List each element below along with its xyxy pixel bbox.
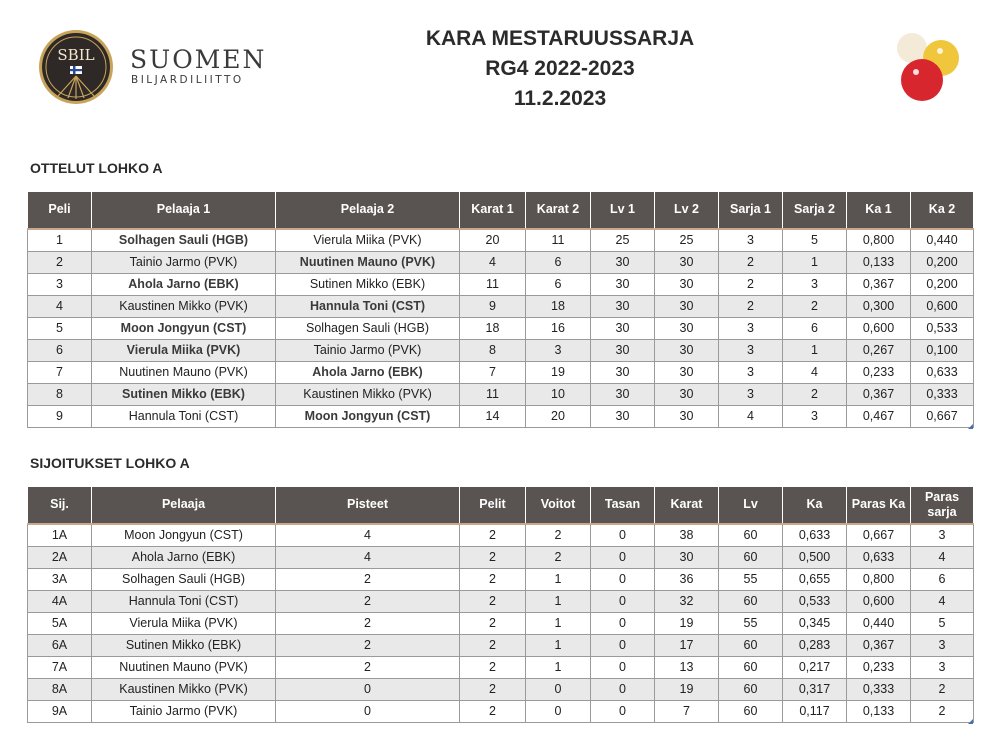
cell-sij: 8A [28, 678, 92, 700]
cell-lv2: 25 [655, 229, 719, 252]
cell-lv1: 30 [591, 339, 655, 361]
cell-paras-ka: 0,600 [847, 590, 911, 612]
cell-ka1: 0,367 [847, 383, 911, 405]
cell-pelaaja: Tainio Jarmo (PVK) [92, 700, 276, 722]
standings-table [27, 486, 974, 723]
cell-pelaaja: Ahola Jarno (EBK) [92, 546, 276, 568]
table-row [28, 546, 974, 568]
column-header: Sij. [28, 487, 92, 524]
cell-s2: 1 [783, 339, 847, 361]
cell-pisteet: 2 [276, 590, 460, 612]
column-header: Lv 1 [591, 192, 655, 229]
table-row [28, 229, 974, 252]
cell-s1: 2 [719, 251, 783, 273]
table-row [28, 678, 974, 700]
cell-karat: 17 [655, 634, 719, 656]
cell-k1: 11 [460, 273, 526, 295]
cell-p2: Tainio Jarmo (PVK) [276, 339, 460, 361]
billiard-balls-icon [892, 30, 964, 106]
cell-ka: 0,217 [783, 656, 847, 678]
cell-pisteet: 2 [276, 634, 460, 656]
cell-paras-ka: 0,440 [847, 612, 911, 634]
cell-lv: 60 [719, 524, 783, 547]
cell-p1: Ahola Jarno (EBK) [92, 273, 276, 295]
table-row [28, 612, 974, 634]
cell-p1: Tainio Jarmo (PVK) [92, 251, 276, 273]
cell-voitot: 0 [526, 700, 591, 722]
table-row [28, 383, 974, 405]
cell-ka: 0,117 [783, 700, 847, 722]
cell-k2: 6 [526, 273, 591, 295]
cell-pelaaja: Sutinen Mikko (EBK) [92, 634, 276, 656]
column-header: Lv [719, 487, 783, 524]
cell-ka1: 0,600 [847, 317, 911, 339]
cell-karat: 38 [655, 524, 719, 547]
cell-s2: 6 [783, 317, 847, 339]
cell-karat: 30 [655, 546, 719, 568]
cell-voitot: 1 [526, 568, 591, 590]
cell-pelaaja: Hannula Toni (CST) [92, 590, 276, 612]
cell-ka1: 0,133 [847, 251, 911, 273]
cell-paras-ka: 0,233 [847, 656, 911, 678]
column-header: Pelaaja 1 [92, 192, 276, 229]
sbil-logo [38, 28, 288, 108]
cell-paras-ka: 0,667 [847, 524, 911, 547]
cell-peli: 7 [28, 361, 92, 383]
cell-ka2: 0,200 [911, 273, 974, 295]
cell-lv1: 25 [591, 229, 655, 252]
cell-sij: 1A [28, 524, 92, 547]
cell-s1: 3 [719, 361, 783, 383]
cell-k2: 11 [526, 229, 591, 252]
cell-paras-ka: 0,367 [847, 634, 911, 656]
cell-lv: 60 [719, 678, 783, 700]
cell-voitot: 0 [526, 678, 591, 700]
cell-ka: 0,500 [783, 546, 847, 568]
cell-pelit: 2 [460, 546, 526, 568]
cell-k2: 19 [526, 361, 591, 383]
column-header: Sarja 2 [783, 192, 847, 229]
cell-s2: 4 [783, 361, 847, 383]
cell-k2: 10 [526, 383, 591, 405]
table-row [28, 361, 974, 383]
cell-tasan: 0 [591, 700, 655, 722]
cell-paras-ka: 0,133 [847, 700, 911, 722]
cell-lv2: 30 [655, 251, 719, 273]
cell-p1: Solhagen Sauli (HGB) [92, 229, 276, 252]
cell-p1: Moon Jongyun (CST) [92, 317, 276, 339]
cell-ka: 0,345 [783, 612, 847, 634]
cell-paras-sarja: 3 [911, 634, 974, 656]
cell-lv2: 30 [655, 295, 719, 317]
column-header: Karat 2 [526, 192, 591, 229]
cell-pelaaja: Kaustinen Mikko (PVK) [92, 678, 276, 700]
column-header: Karat 1 [460, 192, 526, 229]
cell-p1: Vierula Miika (PVK) [92, 339, 276, 361]
table-row [28, 700, 974, 722]
table-row [28, 568, 974, 590]
table-row [28, 524, 974, 547]
cell-lv2: 30 [655, 405, 719, 427]
cell-lv: 60 [719, 656, 783, 678]
column-header: Pisteet [276, 487, 460, 524]
cell-lv: 60 [719, 700, 783, 722]
cell-paras-sarja: 4 [911, 590, 974, 612]
cell-s1: 3 [719, 339, 783, 361]
cell-k1: 9 [460, 295, 526, 317]
column-header: Pelaaja [92, 487, 276, 524]
cell-k2: 18 [526, 295, 591, 317]
cell-k2: 3 [526, 339, 591, 361]
cell-pelit: 2 [460, 590, 526, 612]
matches-table [27, 191, 974, 428]
cell-voitot: 2 [526, 524, 591, 547]
cell-s1: 2 [719, 273, 783, 295]
cell-tasan: 0 [591, 524, 655, 547]
cell-paras-ka: 0,333 [847, 678, 911, 700]
cell-paras-sarja: 6 [911, 568, 974, 590]
table-corner-marker [968, 719, 973, 724]
cell-s2: 3 [783, 273, 847, 295]
table-row [28, 590, 974, 612]
cell-tasan: 0 [591, 634, 655, 656]
cell-lv1: 30 [591, 273, 655, 295]
cell-pelit: 2 [460, 678, 526, 700]
matches-section-title: OTTELUT LOHKO A [30, 160, 163, 176]
column-header: Pelaaja 2 [276, 192, 460, 229]
title-line3: 11.2.2023 [513, 87, 607, 110]
cell-ka1: 0,800 [847, 229, 911, 252]
cell-ka2: 0,333 [911, 383, 974, 405]
cell-peli: 2 [28, 251, 92, 273]
column-header: Paras sarja [911, 487, 974, 524]
cell-k2: 20 [526, 405, 591, 427]
cell-lv: 60 [719, 590, 783, 612]
cell-ka: 0,633 [783, 524, 847, 547]
table-row [28, 273, 974, 295]
cell-k1: 11 [460, 383, 526, 405]
column-header: Ka 1 [847, 192, 911, 229]
cell-lv2: 30 [655, 383, 719, 405]
cell-k1: 8 [460, 339, 526, 361]
cell-pelit: 2 [460, 568, 526, 590]
cell-pisteet: 2 [276, 612, 460, 634]
cell-k1: 20 [460, 229, 526, 252]
cell-s2: 1 [783, 251, 847, 273]
cell-s2: 5 [783, 229, 847, 252]
cell-karat: 36 [655, 568, 719, 590]
cell-peli: 1 [28, 229, 92, 252]
cell-sij: 9A [28, 700, 92, 722]
table-row [28, 656, 974, 678]
cell-ka2: 0,533 [911, 317, 974, 339]
cell-paras-sarja: 2 [911, 678, 974, 700]
cell-k1: 18 [460, 317, 526, 339]
cell-lv1: 30 [591, 405, 655, 427]
column-header: Pelit [460, 487, 526, 524]
cell-lv2: 30 [655, 317, 719, 339]
cell-pisteet: 4 [276, 524, 460, 547]
cell-voitot: 1 [526, 590, 591, 612]
cell-paras-sarja: 2 [911, 700, 974, 722]
cell-lv2: 30 [655, 361, 719, 383]
cell-paras-ka: 0,633 [847, 546, 911, 568]
logo-abbrev: SBIL [57, 46, 95, 64]
cell-s2: 3 [783, 405, 847, 427]
cell-s1: 3 [719, 317, 783, 339]
standings-section-title: SIJOITUKSET LOHKO A [30, 455, 190, 471]
cell-karat: 19 [655, 612, 719, 634]
table-corner-marker [968, 424, 973, 429]
cell-ka2: 0,100 [911, 339, 974, 361]
cell-peli: 5 [28, 317, 92, 339]
page-title [300, 24, 820, 114]
cell-p2: Moon Jongyun (CST) [276, 405, 460, 427]
column-header: Lv 2 [655, 192, 719, 229]
cell-ka: 0,283 [783, 634, 847, 656]
cell-lv1: 30 [591, 295, 655, 317]
cell-lv2: 30 [655, 339, 719, 361]
cell-s2: 2 [783, 383, 847, 405]
cell-sij: 6A [28, 634, 92, 656]
column-header: Sarja 1 [719, 192, 783, 229]
column-header: Ka [783, 487, 847, 524]
table-row [28, 317, 974, 339]
cell-p2: Ahola Jarno (EBK) [276, 361, 460, 383]
cell-pisteet: 0 [276, 700, 460, 722]
cell-paras-ka: 0,800 [847, 568, 911, 590]
cell-ka: 0,655 [783, 568, 847, 590]
table-row [28, 339, 974, 361]
cell-pisteet: 0 [276, 678, 460, 700]
cell-ka1: 0,300 [847, 295, 911, 317]
standings-body [28, 524, 974, 723]
cell-sij: 5A [28, 612, 92, 634]
cell-peli: 4 [28, 295, 92, 317]
cell-pisteet: 4 [276, 546, 460, 568]
column-header: Paras Ka [847, 487, 911, 524]
cell-karat: 7 [655, 700, 719, 722]
cell-k1: 7 [460, 361, 526, 383]
cell-lv1: 30 [591, 317, 655, 339]
cell-voitot: 2 [526, 546, 591, 568]
cell-lv1: 30 [591, 361, 655, 383]
sbil-logo-graphic [38, 28, 288, 108]
cell-voitot: 1 [526, 634, 591, 656]
cell-peli: 8 [28, 383, 92, 405]
cell-p2: Solhagen Sauli (HGB) [276, 317, 460, 339]
cell-k2: 16 [526, 317, 591, 339]
table-row [28, 634, 974, 656]
cell-p1: Kaustinen Mikko (PVK) [92, 295, 276, 317]
cell-voitot: 1 [526, 656, 591, 678]
cell-pisteet: 2 [276, 568, 460, 590]
cell-paras-sarja: 3 [911, 656, 974, 678]
cell-lv1: 30 [591, 383, 655, 405]
cell-s1: 4 [719, 405, 783, 427]
cell-s1: 3 [719, 229, 783, 252]
cell-pelit: 2 [460, 656, 526, 678]
standings-header-row [28, 487, 974, 524]
cell-tasan: 0 [591, 568, 655, 590]
cell-ka2: 0,667 [911, 405, 974, 427]
title-line2: RG4 2022-2023 [485, 57, 635, 80]
cell-k1: 4 [460, 251, 526, 273]
cell-p1: Sutinen Mikko (EBK) [92, 383, 276, 405]
cell-sij: 7A [28, 656, 92, 678]
table-row [28, 295, 974, 317]
cell-pelaaja: Moon Jongyun (CST) [92, 524, 276, 547]
cell-tasan: 0 [591, 546, 655, 568]
cell-karat: 19 [655, 678, 719, 700]
cell-tasan: 0 [591, 656, 655, 678]
cell-karat: 32 [655, 590, 719, 612]
cell-p2: Kaustinen Mikko (PVK) [276, 383, 460, 405]
cell-lv: 55 [719, 612, 783, 634]
cell-pelit: 2 [460, 524, 526, 547]
cell-lv2: 30 [655, 273, 719, 295]
cell-ka2: 0,200 [911, 251, 974, 273]
cell-lv1: 30 [591, 251, 655, 273]
matches-header-row [28, 192, 974, 229]
cell-sij: 3A [28, 568, 92, 590]
cell-k1: 14 [460, 405, 526, 427]
column-header: Karat [655, 487, 719, 524]
cell-paras-sarja: 5 [911, 612, 974, 634]
cell-pelit: 2 [460, 612, 526, 634]
cell-ka1: 0,367 [847, 273, 911, 295]
cell-pelit: 2 [460, 634, 526, 656]
cell-karat: 13 [655, 656, 719, 678]
cell-p2: Sutinen Mikko (EBK) [276, 273, 460, 295]
column-header: Ka 2 [911, 192, 974, 229]
cell-lv: 55 [719, 568, 783, 590]
cell-ka2: 0,600 [911, 295, 974, 317]
cell-pelaaja: Solhagen Sauli (HGB) [92, 568, 276, 590]
cell-paras-sarja: 3 [911, 524, 974, 547]
logo-name-line1: SUOMEN [130, 45, 267, 74]
cell-sij: 2A [28, 546, 92, 568]
title-line1: KARA MESTARUUSSARJA [425, 27, 695, 50]
cell-ka2: 0,440 [911, 229, 974, 252]
cell-k2: 6 [526, 251, 591, 273]
cell-s1: 3 [719, 383, 783, 405]
cell-pelaaja: Nuutinen Mauno (PVK) [92, 656, 276, 678]
cell-pisteet: 2 [276, 656, 460, 678]
cell-peli: 6 [28, 339, 92, 361]
cell-p1: Nuutinen Mauno (PVK) [92, 361, 276, 383]
cell-ka1: 0,233 [847, 361, 911, 383]
cell-lv: 60 [719, 634, 783, 656]
cell-p1: Hannula Toni (CST) [92, 405, 276, 427]
table-row [28, 405, 974, 427]
cell-s1: 2 [719, 295, 783, 317]
cell-tasan: 0 [591, 612, 655, 634]
cell-ka: 0,317 [783, 678, 847, 700]
cell-peli: 3 [28, 273, 92, 295]
cell-ka1: 0,467 [847, 405, 911, 427]
column-header: Tasan [591, 487, 655, 524]
cell-voitot: 1 [526, 612, 591, 634]
cell-ka1: 0,267 [847, 339, 911, 361]
column-header: Peli [28, 192, 92, 229]
cell-ka2: 0,633 [911, 361, 974, 383]
cell-ka: 0,533 [783, 590, 847, 612]
table-row [28, 251, 974, 273]
cell-lv: 60 [719, 546, 783, 568]
cell-p2: Nuutinen Mauno (PVK) [276, 251, 460, 273]
cell-pelaaja: Vierula Miika (PVK) [92, 612, 276, 634]
cell-s2: 2 [783, 295, 847, 317]
cell-paras-sarja: 4 [911, 546, 974, 568]
cell-p2: Vierula Miika (PVK) [276, 229, 460, 252]
cell-pelit: 2 [460, 700, 526, 722]
cell-p2: Hannula Toni (CST) [276, 295, 460, 317]
matches-body [28, 229, 974, 428]
column-header: Voitot [526, 487, 591, 524]
cell-sij: 4A [28, 590, 92, 612]
cell-tasan: 0 [591, 590, 655, 612]
cell-tasan: 0 [591, 678, 655, 700]
cell-peli: 9 [28, 405, 92, 427]
logo-name-line2: BILJARDILIITTO [131, 74, 244, 86]
